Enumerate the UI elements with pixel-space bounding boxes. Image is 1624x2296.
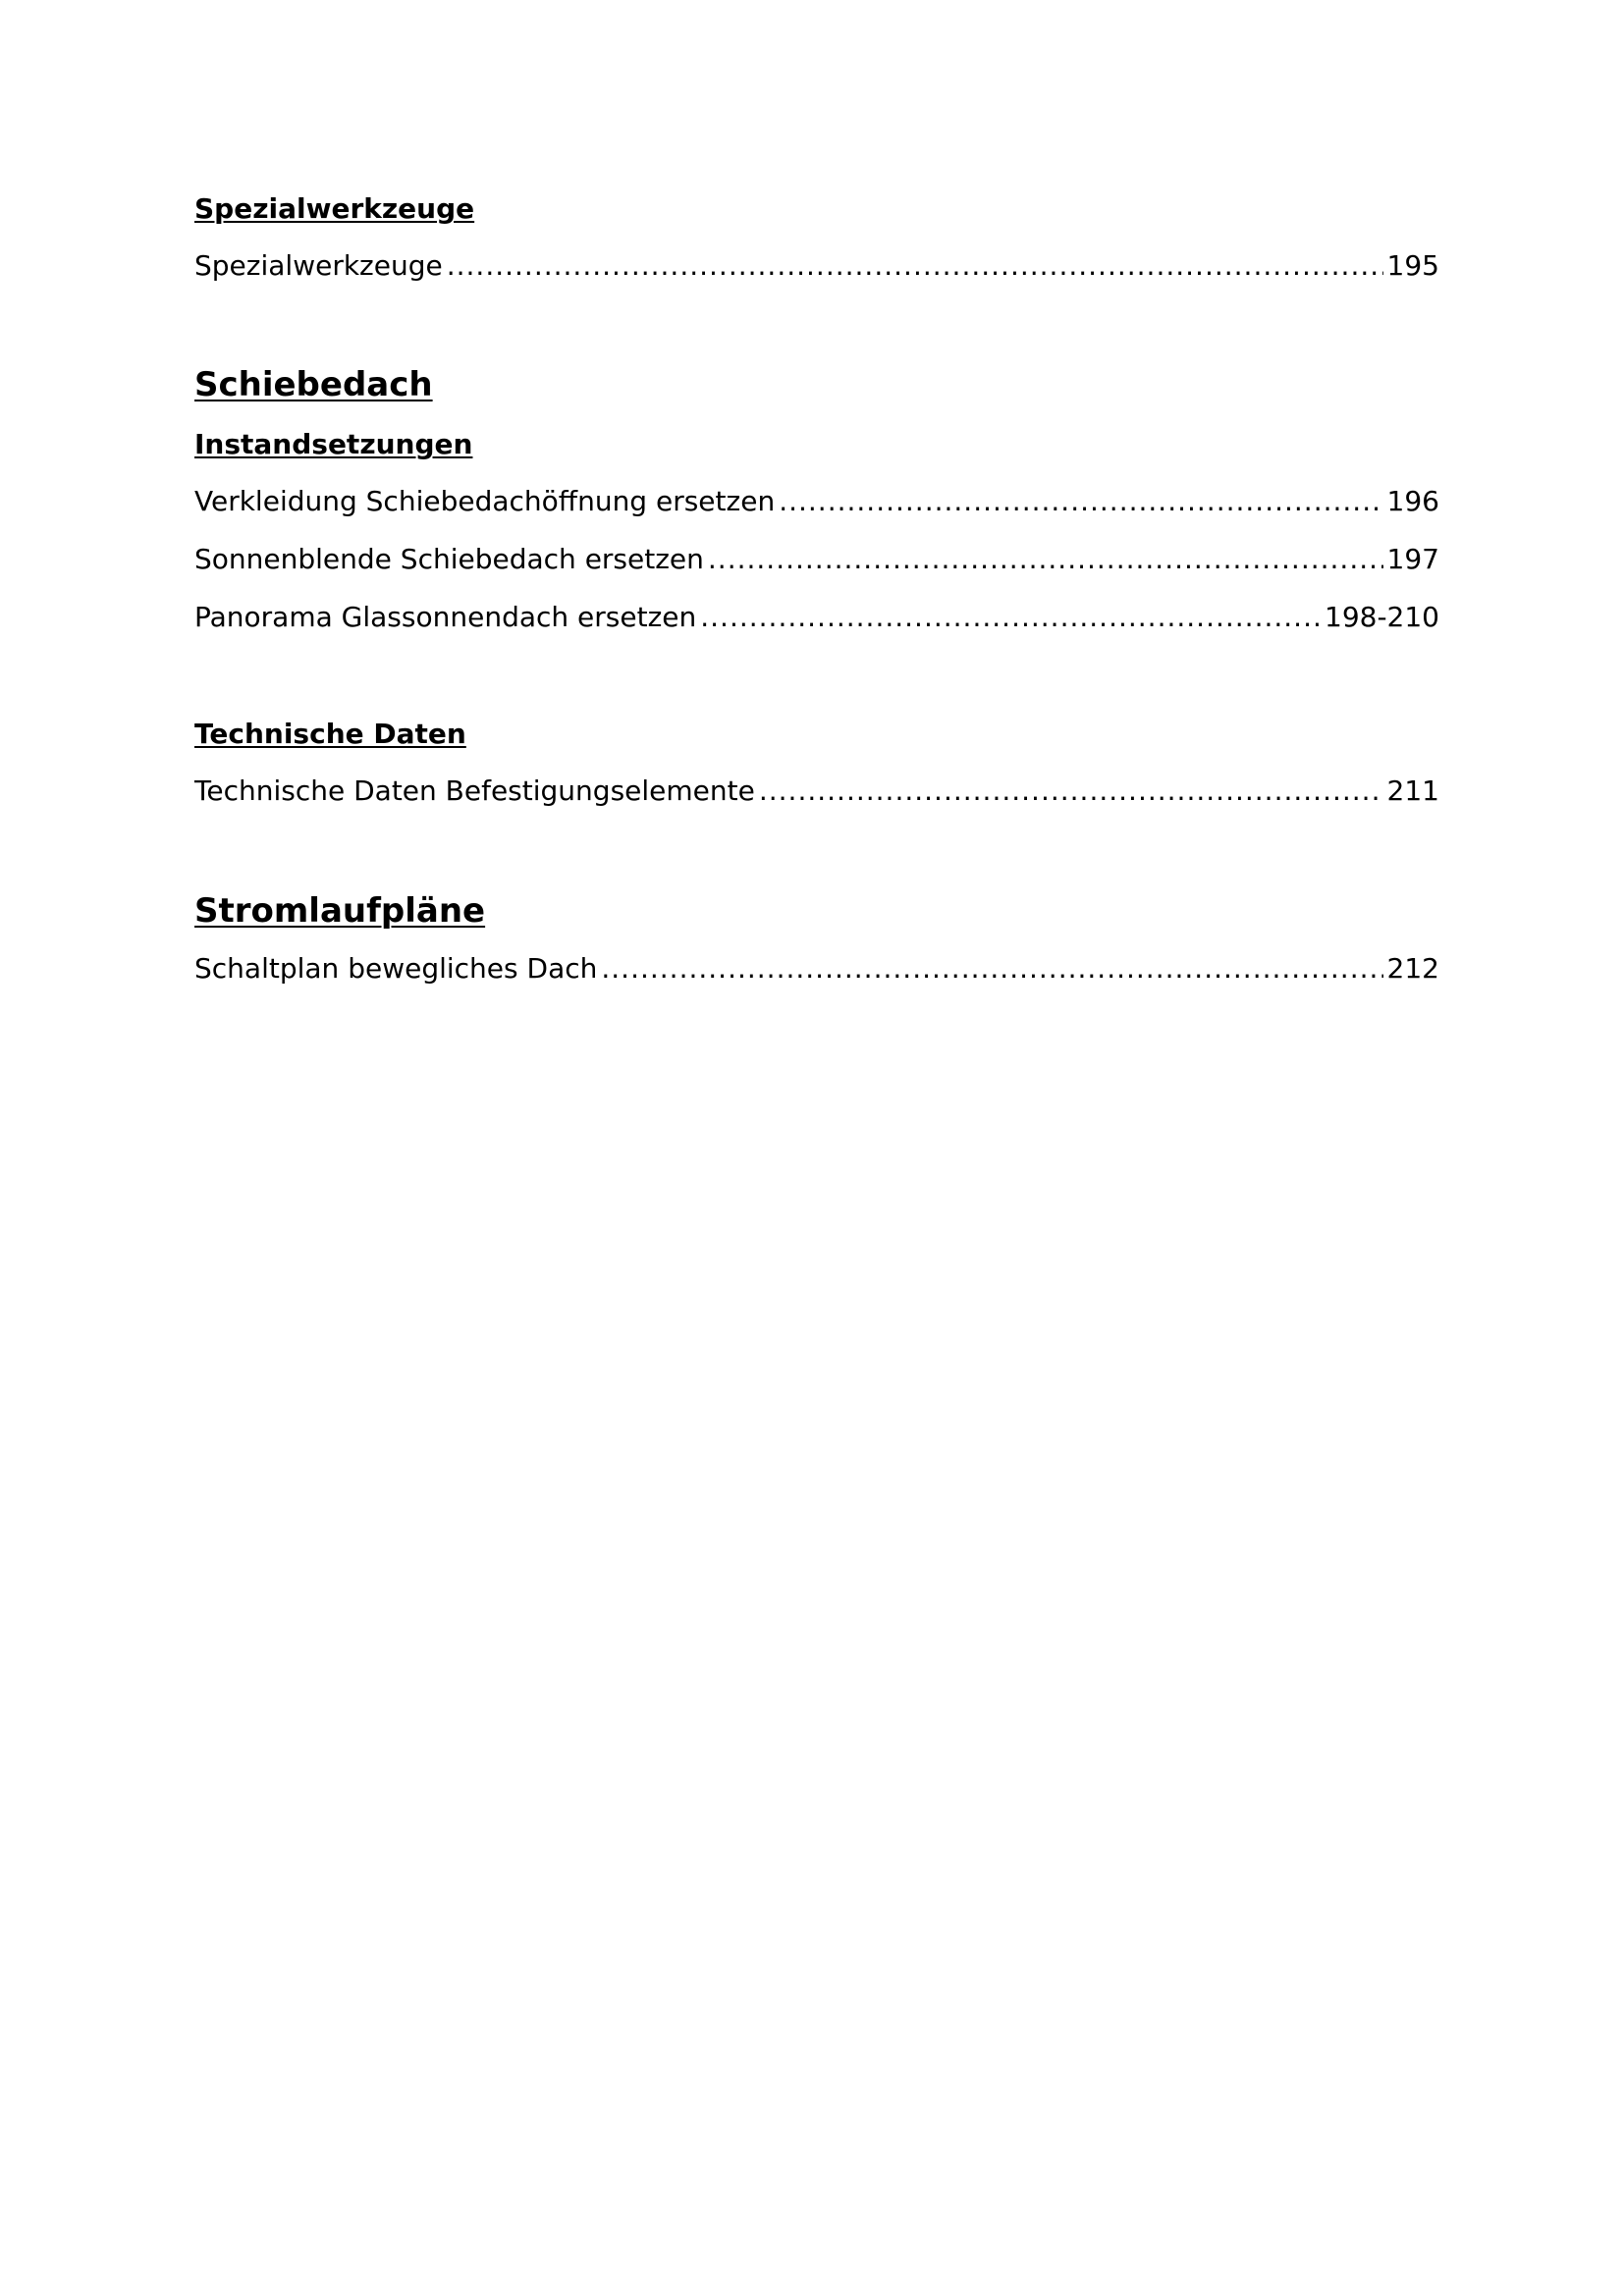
section-heading-technische-daten: Technische Daten	[194, 718, 466, 750]
toc-entry-page: 196	[1386, 485, 1439, 517]
toc-entry[interactable]	[194, 601, 1439, 633]
toc-entry-label: Spezialwerkzeuge	[194, 249, 443, 282]
chapter-heading-schiebedach: Schiebedach	[194, 365, 433, 404]
toc-entry-page: 198-210	[1325, 601, 1439, 633]
toc-entry-label: Sonnenblende Schiebedach ersetzen	[194, 543, 704, 575]
toc-entry[interactable]	[194, 249, 1439, 282]
toc-entry[interactable]	[194, 774, 1439, 807]
dot-leader	[708, 543, 1383, 575]
dot-leader	[779, 485, 1382, 517]
toc-entry[interactable]	[194, 543, 1439, 575]
toc-entry-label: Verkleidung Schiebedachöffnung ersetzen	[194, 485, 776, 517]
toc-entry-page: 212	[1386, 952, 1439, 985]
dot-leader	[447, 249, 1383, 282]
toc-entry[interactable]	[194, 952, 1439, 985]
toc-entry-label: Technische Daten Befestigungselemente	[194, 774, 755, 807]
section-heading-spezialwerkzeuge: Spezialwerkzeuge	[194, 192, 475, 225]
toc-entry-page: 195	[1386, 249, 1439, 282]
dot-leader	[759, 774, 1383, 807]
toc-entry[interactable]	[194, 485, 1439, 517]
toc-entry-page: 211	[1386, 774, 1439, 807]
toc-entry-page: 197	[1386, 543, 1439, 575]
toc-entry-label: Panorama Glassonnendach ersetzen	[194, 601, 697, 633]
section-heading-instandsetzungen: Instandsetzungen	[194, 428, 473, 460]
dot-leader	[700, 601, 1321, 633]
chapter-heading-stromlaufplaene: Stromlaufpläne	[194, 891, 486, 931]
dot-leader	[601, 952, 1382, 985]
toc-entry-label: Schaltplan bewegliches Dach	[194, 952, 598, 985]
